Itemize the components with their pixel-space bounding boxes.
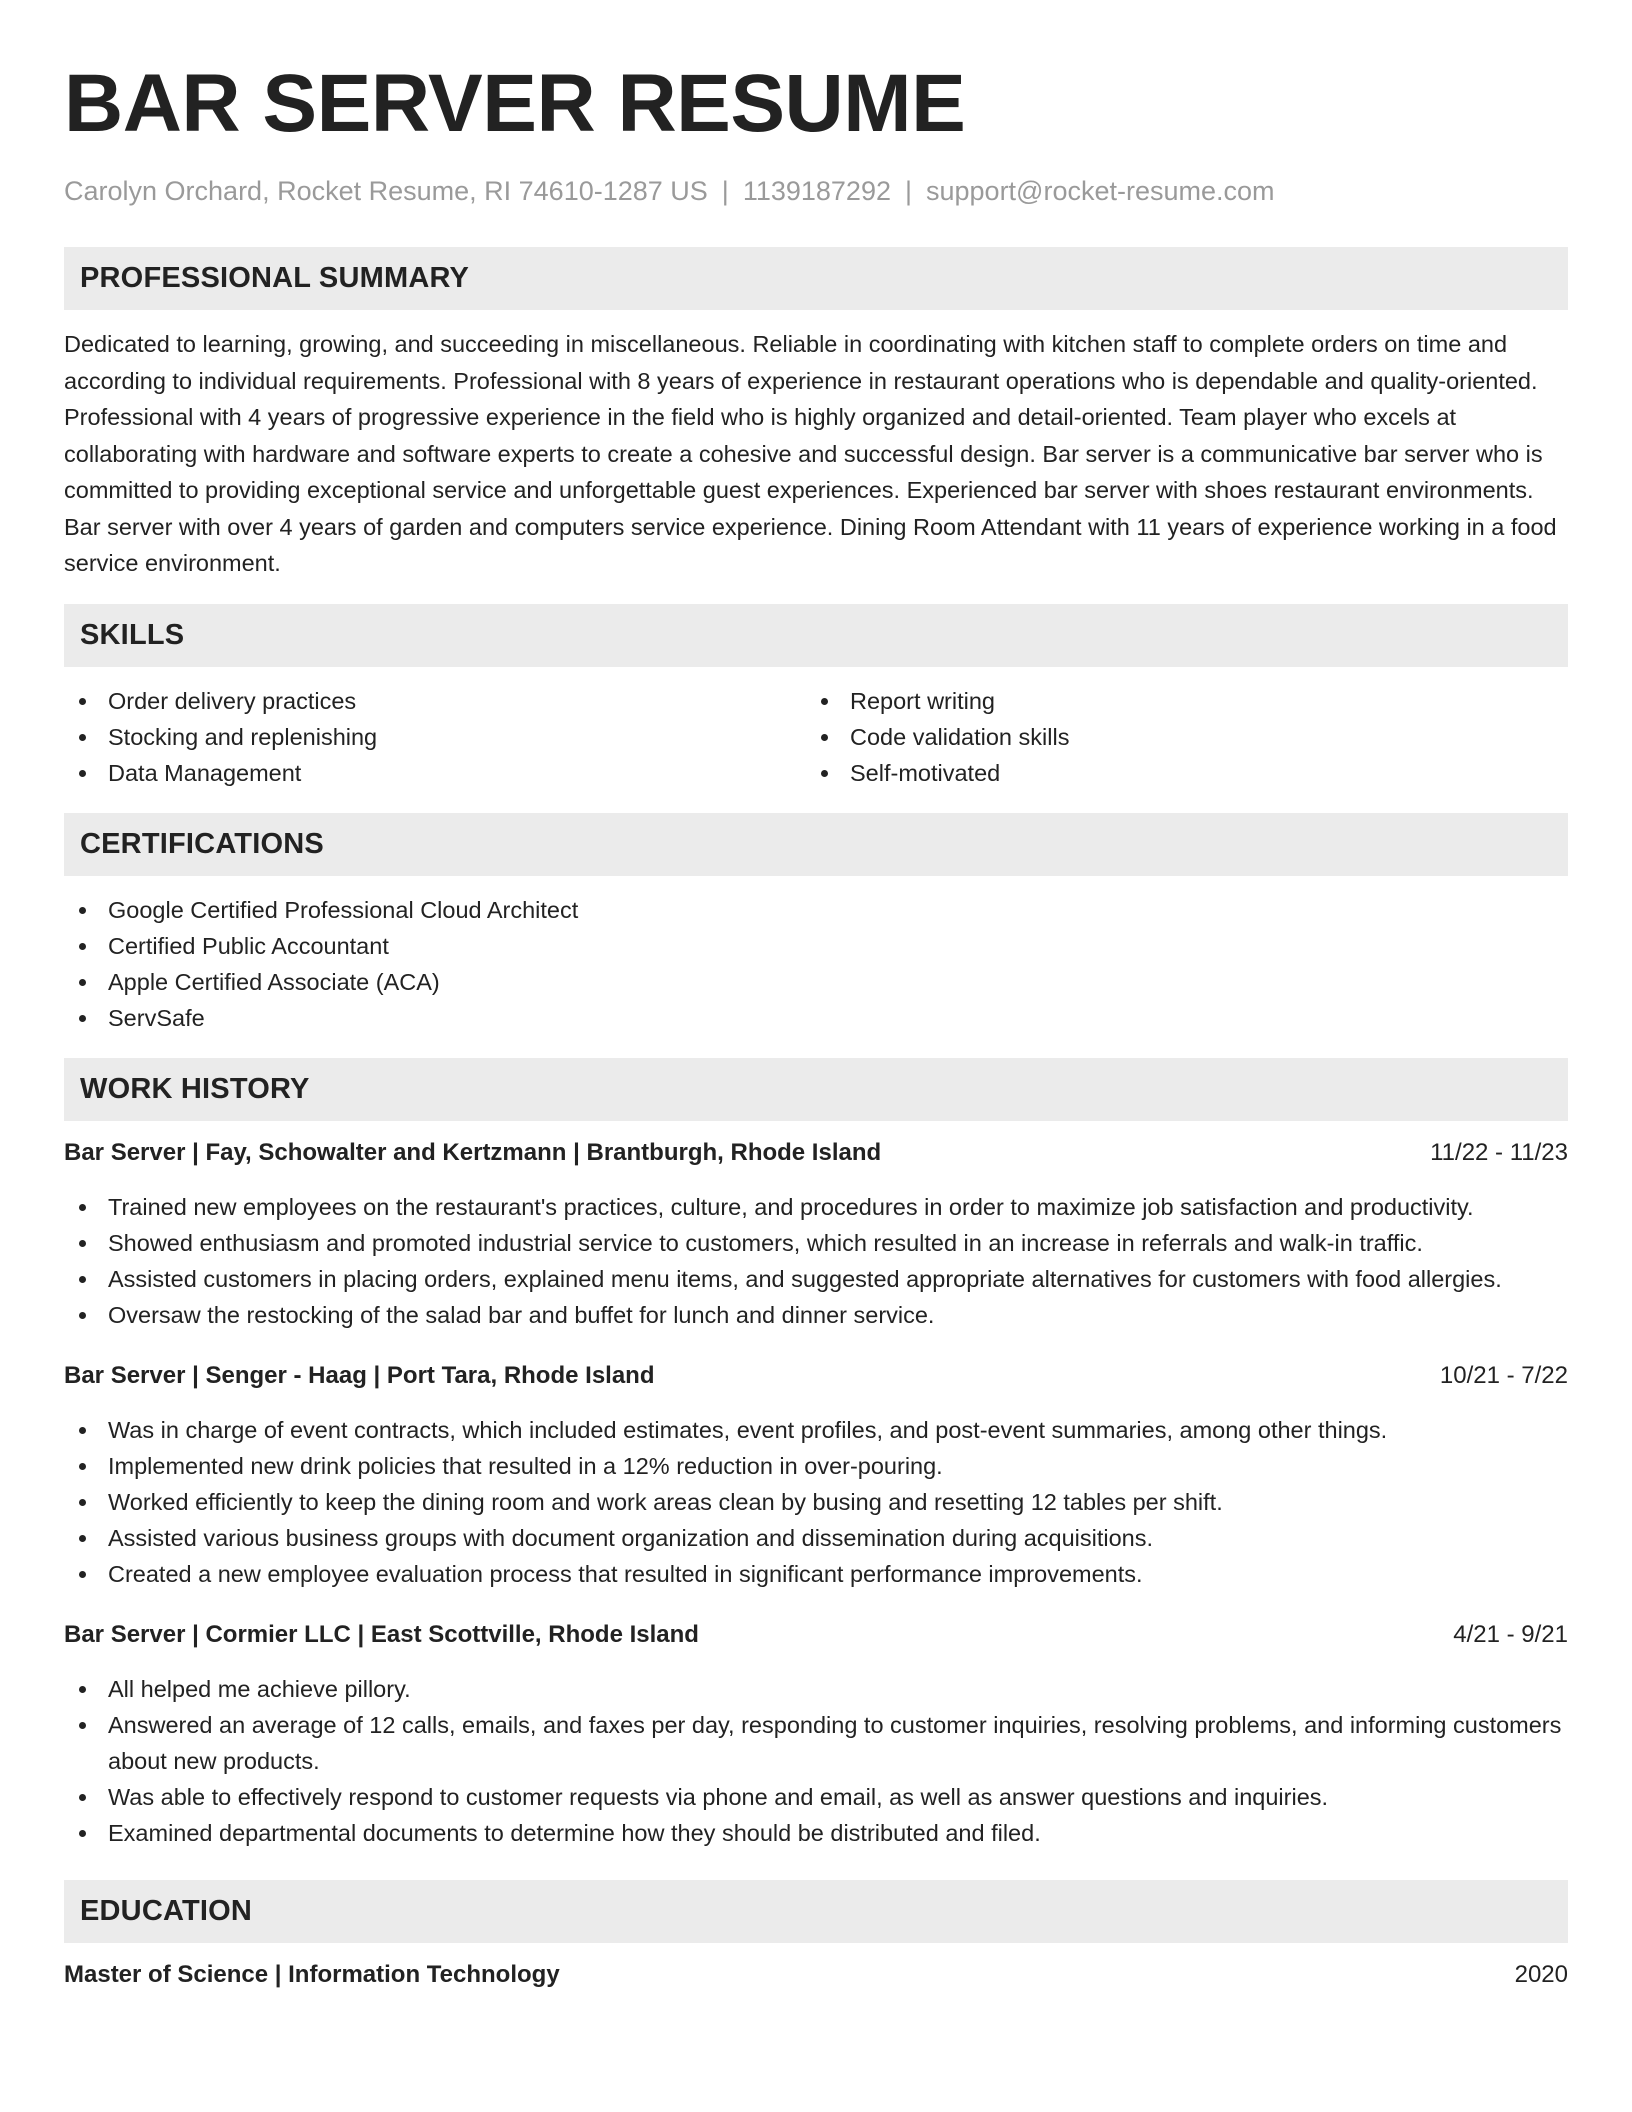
skill-item: Code validation skills bbox=[806, 719, 1548, 755]
job-header bbox=[64, 1619, 1568, 1651]
job-bullet: Assisted customers in placing orders, explained menu items, and suggested appropriate alternatives for customers with food allergies. bbox=[64, 1261, 1568, 1297]
contact-line bbox=[64, 174, 1568, 208]
job-bullets bbox=[64, 1412, 1568, 1592]
job-bullet: Worked efficiently to keep the dining room and work areas clean by busing and resetting 12 tables per shift. bbox=[64, 1484, 1568, 1520]
job-header bbox=[64, 1360, 1568, 1392]
certification-item: Certified Public Accountant bbox=[64, 928, 1568, 964]
job-bullet: Assisted various business groups with document organization and dissemination during acquisitions. bbox=[64, 1520, 1568, 1556]
work-history-heading: WORK HISTORY bbox=[64, 1058, 1568, 1121]
graduation-year: 2020 bbox=[1514, 1960, 1568, 1988]
skill-item: Self-motivated bbox=[806, 755, 1548, 791]
certification-item: Google Certified Professional Cloud Architect bbox=[64, 892, 1568, 928]
skills-column-left bbox=[64, 683, 806, 791]
job-title: Bar Server | Fay, Schowalter and Kertzmann | Brantburgh, Rhode Island bbox=[64, 1138, 882, 1166]
certification-item: ServSafe bbox=[64, 1000, 1568, 1036]
job-bullets bbox=[64, 1189, 1568, 1333]
certifications-heading: CERTIFICATIONS bbox=[64, 813, 1568, 876]
job-dates: 11/22 - 11/23 bbox=[1430, 1138, 1568, 1166]
job-bullet: Examined departmental documents to determine how they should be distributed and filed. bbox=[64, 1815, 1568, 1851]
job-title: Bar Server | Cormier LLC | East Scottville, Rhode Island bbox=[64, 1620, 699, 1648]
summary-heading: PROFESSIONAL SUMMARY bbox=[64, 247, 1568, 310]
certification-item: Apple Certified Associate (ACA) bbox=[64, 964, 1568, 1000]
job-bullet: Was able to effectively respond to customer requests via phone and email, as well as answer questions and inquiries. bbox=[64, 1779, 1568, 1815]
job-header bbox=[64, 1137, 1568, 1169]
job-bullet: Answered an average of 12 calls, emails, and faxes per day, responding to customer inquiries, resolving problems, and informing customers about new products. bbox=[64, 1707, 1568, 1779]
job-dates: 10/21 - 7/22 bbox=[1439, 1361, 1568, 1389]
contact-separator: | bbox=[904, 176, 912, 206]
job-bullet: Oversaw the restocking of the salad bar and buffet for lunch and dinner service. bbox=[64, 1297, 1568, 1333]
skill-item: Stocking and replenishing bbox=[64, 719, 806, 755]
resume-content bbox=[64, 58, 1568, 1991]
job-entry bbox=[64, 1619, 1568, 1851]
contact-address: Carolyn Orchard, Rocket Resume, RI 74610-1287 US bbox=[64, 176, 708, 206]
job-bullet: Created a new employee evaluation process that resulted in significant performance improvements. bbox=[64, 1556, 1568, 1592]
job-bullets bbox=[64, 1671, 1568, 1851]
job-title: Bar Server | Senger - Haag | Port Tara, Rhode Island bbox=[64, 1361, 655, 1389]
education-header bbox=[64, 1959, 1568, 1991]
certifications-list bbox=[64, 892, 1568, 1036]
job-entry bbox=[64, 1360, 1568, 1592]
skills-list bbox=[64, 683, 1568, 791]
contact-email[interactable]: support@rocket-resume.com bbox=[926, 176, 1275, 206]
job-entry bbox=[64, 1137, 1568, 1333]
job-bullet: All helped me achieve pillory. bbox=[64, 1671, 1568, 1707]
skills-column-right bbox=[806, 683, 1548, 791]
skill-item: Report writing bbox=[806, 683, 1548, 719]
job-bullet: Implemented new drink policies that resulted in a 12% reduction in over-pouring. bbox=[64, 1448, 1568, 1484]
contact-separator: | bbox=[721, 176, 729, 206]
education-heading: EDUCATION bbox=[64, 1880, 1568, 1943]
job-bullet: Trained new employees on the restaurant's practices, culture, and procedures in order to maximize job satisfaction and productivity. bbox=[64, 1189, 1568, 1225]
skills-heading: SKILLS bbox=[64, 604, 1568, 667]
education-entry bbox=[64, 1959, 1568, 1991]
job-dates: 4/21 - 9/21 bbox=[1453, 1620, 1568, 1648]
degree-title: Master of Science | Information Technology bbox=[64, 1960, 560, 1988]
skill-item: Data Management bbox=[64, 755, 806, 791]
resume-title: BAR SERVER RESUME bbox=[64, 58, 966, 149]
job-bullet: Was in charge of event contracts, which included estimates, event profiles, and post-event summaries, among other things. bbox=[64, 1412, 1568, 1448]
contact-phone: 1139187292 bbox=[742, 176, 891, 206]
summary-text: Dedicated to learning, growing, and succeeding in miscellaneous. Reliable in coordinating with kitchen staff to complete orders on time and according to individual requirements. Professional with 8 years of experience in restaurant operations who is dependable and quality-oriented. Professional with 4 years of progressive experience in the field who is highly organized and detail-oriented. Team player who excels at collaborating with hardware and software experts to create a cohesive and successful design. Bar server is a communicative bar server who is committed to providing exceptional service and unforgettable guest experiences. Experienced bar server with shoes restaurant environments. Bar server with over 4 years of garden and computers service experience. Dining Room Attendant with 11 years of experience working in a food service environment. bbox=[64, 331, 1557, 576]
skill-item: Order delivery practices bbox=[64, 683, 806, 719]
job-bullet: Showed enthusiasm and promoted industrial service to customers, which resulted in an increase in referrals and walk-in traffic. bbox=[64, 1225, 1568, 1261]
